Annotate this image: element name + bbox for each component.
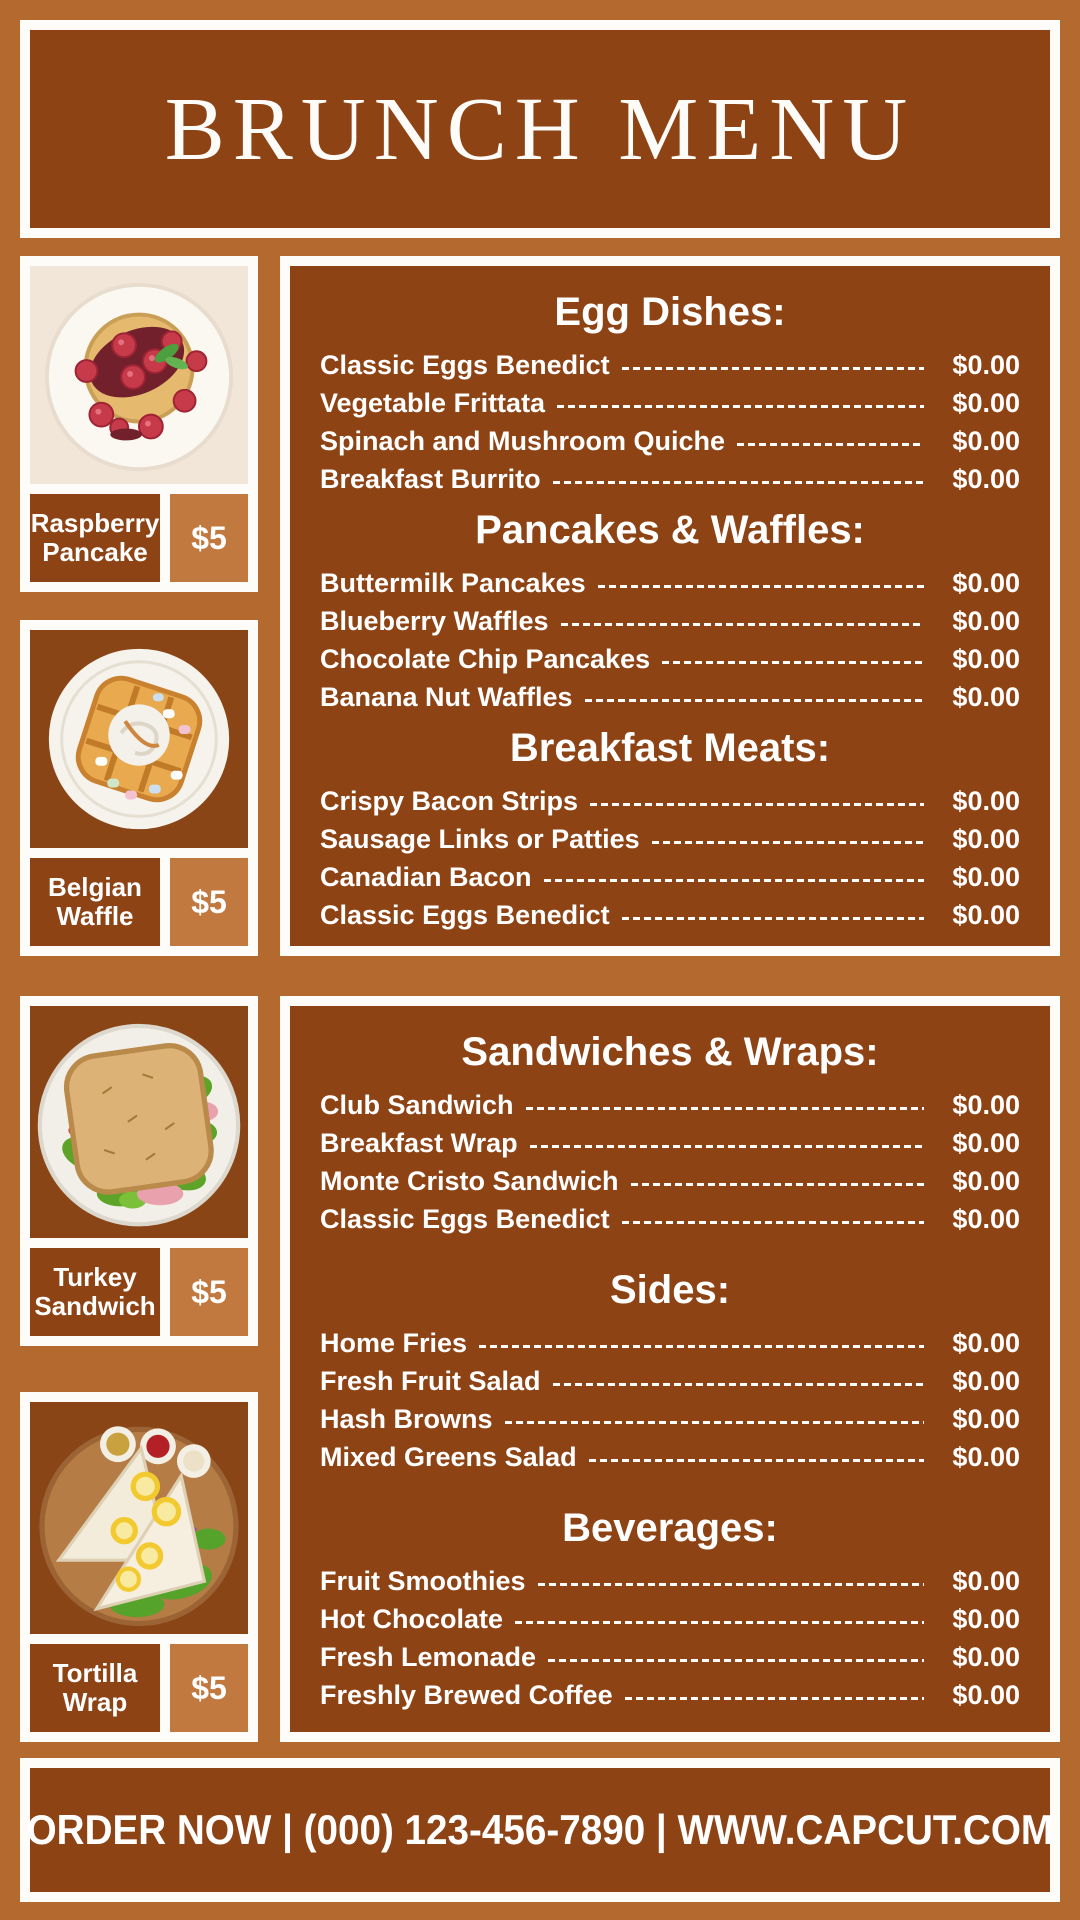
card-price: $5 bbox=[170, 494, 248, 582]
menu-item-price: $0.00 bbox=[952, 785, 1020, 816]
menu-item-price: $0.00 bbox=[952, 861, 1020, 892]
menu-item bbox=[320, 346, 1020, 384]
menu-section-heading: Sandwiches & Wraps: bbox=[461, 1030, 879, 1074]
menu-section-sandwiches-wraps- bbox=[320, 1020, 1020, 1238]
menu-item bbox=[320, 1676, 1020, 1714]
dotted-leader bbox=[557, 405, 924, 408]
tortilla-wrap-photo bbox=[30, 1402, 248, 1634]
dotted-leader bbox=[589, 1459, 924, 1462]
menu-item bbox=[320, 460, 1020, 498]
menu-item-price: $0.00 bbox=[952, 463, 1020, 494]
menu-section-egg-dishes- bbox=[320, 280, 1020, 498]
dotted-leader bbox=[622, 367, 924, 370]
featured-cards-top bbox=[20, 256, 258, 956]
menu-item-label: Fruit Smoothies bbox=[320, 1565, 526, 1596]
dotted-leader bbox=[737, 443, 924, 446]
menu-item-label: Vegetable Frittata bbox=[320, 387, 546, 418]
menu-item-label: Hash Browns bbox=[320, 1403, 493, 1434]
menu-item-price: $0.00 bbox=[952, 1089, 1020, 1120]
menu-item-label: Hot Chocolate bbox=[320, 1603, 504, 1634]
menu-section-heading: Breakfast Meats: bbox=[509, 726, 831, 770]
menu-section-items bbox=[320, 346, 1020, 498]
page-title: BRUNCH MENU bbox=[164, 79, 916, 179]
menu-item-price: $0.00 bbox=[952, 1365, 1020, 1396]
menu-item bbox=[320, 1600, 1020, 1638]
dotted-leader bbox=[662, 661, 924, 664]
dotted-leader bbox=[585, 699, 924, 702]
menu-item bbox=[320, 678, 1020, 716]
featured-card-belgian-waffle bbox=[20, 620, 258, 956]
menu-item-label: Crispy Bacon Strips bbox=[320, 785, 579, 816]
menu-row-top bbox=[20, 256, 1060, 956]
menu-item-label: Banana Nut Waffles bbox=[320, 681, 573, 712]
dotted-leader bbox=[526, 1107, 924, 1110]
menu-item bbox=[320, 1562, 1020, 1600]
menu-item bbox=[320, 384, 1020, 422]
menu-item-label: Canadian Bacon bbox=[320, 861, 532, 892]
menu-item-label: Chocolate Chip Pancakes bbox=[320, 643, 651, 674]
menu-item-label: Breakfast Wrap bbox=[320, 1127, 518, 1158]
card-label-row bbox=[30, 1644, 248, 1732]
menu-item bbox=[320, 1324, 1020, 1362]
menu-item bbox=[320, 1638, 1020, 1676]
footer bbox=[20, 1758, 1060, 1902]
menu-section-items bbox=[320, 1562, 1020, 1714]
card-photo bbox=[30, 630, 248, 848]
menu-item bbox=[320, 782, 1020, 820]
dotted-leader bbox=[652, 841, 924, 844]
menu-item-price: $0.00 bbox=[952, 681, 1020, 712]
dotted-leader bbox=[548, 1659, 924, 1662]
featured-cards-bottom bbox=[20, 996, 258, 1742]
footer-contact: ORDER NOW | (000) 123-456-7890 | WWW.CAPCUT.COM bbox=[26, 1806, 1054, 1853]
dotted-leader bbox=[479, 1345, 924, 1348]
card-photo bbox=[30, 1402, 248, 1634]
menu-item bbox=[320, 1086, 1020, 1124]
card-label-row bbox=[30, 1248, 248, 1336]
menu-item-label: Buttermilk Pancakes bbox=[320, 567, 586, 598]
menu-section-beverages- bbox=[320, 1496, 1020, 1714]
menu-item-price: $0.00 bbox=[952, 425, 1020, 456]
menu-item-price: $0.00 bbox=[952, 349, 1020, 380]
dotted-leader bbox=[631, 1183, 924, 1186]
menu-section-heading: Pancakes & Waffles: bbox=[475, 508, 865, 552]
menu-item bbox=[320, 422, 1020, 460]
menu-item-label: Classic Eggs Benedict bbox=[320, 349, 610, 380]
menu-section-items bbox=[320, 564, 1020, 716]
menu-item bbox=[320, 640, 1020, 678]
card-name: Belgian Waffle bbox=[30, 858, 160, 946]
menu-item-label: Sausage Links or Patties bbox=[320, 823, 640, 854]
menu-item-price: $0.00 bbox=[952, 1203, 1020, 1234]
menu-section-items bbox=[320, 782, 1020, 934]
dotted-leader bbox=[530, 1145, 924, 1148]
menu-item bbox=[320, 1124, 1020, 1162]
dotted-leader bbox=[590, 803, 924, 806]
menu-item-label: Club Sandwich bbox=[320, 1089, 514, 1120]
menu-item-label: Mixed Greens Salad bbox=[320, 1441, 577, 1472]
menu-item bbox=[320, 1362, 1020, 1400]
dotted-leader bbox=[505, 1421, 924, 1424]
menu-item bbox=[320, 1200, 1020, 1238]
card-name: Tortilla Wrap bbox=[30, 1644, 160, 1732]
card-photo bbox=[30, 1006, 248, 1238]
card-name: Raspberry Pancake bbox=[30, 494, 160, 582]
menu-item bbox=[320, 1438, 1020, 1476]
menu-item bbox=[320, 896, 1020, 934]
card-price: $5 bbox=[170, 1644, 248, 1732]
dotted-leader bbox=[515, 1621, 924, 1624]
menu-item-price: $0.00 bbox=[952, 1679, 1020, 1710]
menu-panel-lunch bbox=[280, 996, 1060, 1742]
card-photo bbox=[30, 266, 248, 484]
menu-row-bottom bbox=[20, 996, 1060, 1742]
menu-item-label: Blueberry Waffles bbox=[320, 605, 549, 636]
header bbox=[20, 20, 1060, 238]
menu-item-price: $0.00 bbox=[952, 1441, 1020, 1472]
card-price: $5 bbox=[170, 858, 248, 946]
card-label-row bbox=[30, 494, 248, 582]
menu-item-price: $0.00 bbox=[952, 1165, 1020, 1196]
dotted-leader bbox=[622, 917, 924, 920]
menu-item-price: $0.00 bbox=[952, 1403, 1020, 1434]
dotted-leader bbox=[598, 585, 924, 588]
menu-item bbox=[320, 564, 1020, 602]
menu-section-pancakes-waffles- bbox=[320, 498, 1020, 716]
menu-item-price: $0.00 bbox=[952, 567, 1020, 598]
menu-item-price: $0.00 bbox=[952, 823, 1020, 854]
menu-section-items bbox=[320, 1086, 1020, 1238]
menu-section-items bbox=[320, 1324, 1020, 1476]
dotted-leader bbox=[625, 1697, 924, 1700]
belgian-waffle-photo bbox=[30, 630, 248, 848]
menu-section-heading: Egg Dishes: bbox=[554, 290, 786, 334]
menu-item-label: Spinach and Mushroom Quiche bbox=[320, 425, 726, 456]
turkey-sandwich-photo bbox=[30, 1006, 248, 1238]
featured-card-turkey-sandwich bbox=[20, 996, 258, 1346]
menu-item-price: $0.00 bbox=[952, 387, 1020, 418]
card-label-row bbox=[30, 858, 248, 946]
menu-item-label: Breakfast Burrito bbox=[320, 463, 541, 494]
dotted-leader bbox=[561, 623, 924, 626]
menu-item bbox=[320, 858, 1020, 896]
menu-item bbox=[320, 602, 1020, 640]
dotted-leader bbox=[538, 1583, 924, 1586]
dotted-leader bbox=[553, 481, 924, 484]
card-price: $5 bbox=[170, 1248, 248, 1336]
menu-panel-breakfast bbox=[280, 256, 1060, 956]
menu-item bbox=[320, 1400, 1020, 1438]
menu-item bbox=[320, 820, 1020, 858]
menu-section-heading: Sides: bbox=[609, 1268, 731, 1312]
menu-item-label: Fresh Fruit Salad bbox=[320, 1365, 541, 1396]
menu-item-price: $0.00 bbox=[952, 605, 1020, 636]
featured-card-tortilla-wrap bbox=[20, 1392, 258, 1742]
menu-item-label: Monte Cristo Sandwich bbox=[320, 1165, 619, 1196]
card-name: Turkey Sandwich bbox=[30, 1248, 160, 1336]
menu-item-label: Classic Eggs Benedict bbox=[320, 899, 610, 930]
menu-item-label: Home Fries bbox=[320, 1327, 468, 1358]
menu-item-price: $0.00 bbox=[952, 1127, 1020, 1158]
menu-item-price: $0.00 bbox=[952, 1603, 1020, 1634]
menu-item-price: $0.00 bbox=[952, 1327, 1020, 1358]
menu-item bbox=[320, 1162, 1020, 1200]
menu-item-price: $0.00 bbox=[952, 1565, 1020, 1596]
dotted-leader bbox=[544, 879, 924, 882]
menu-section-sides- bbox=[320, 1258, 1020, 1476]
raspberry-pancake-photo bbox=[30, 266, 248, 484]
menu-item-label: Fresh Lemonade bbox=[320, 1641, 537, 1672]
menu-item-label: Freshly Brewed Coffee bbox=[320, 1679, 613, 1710]
menu-item-price: $0.00 bbox=[952, 1641, 1020, 1672]
dotted-leader bbox=[622, 1221, 924, 1224]
menu-item-price: $0.00 bbox=[952, 643, 1020, 674]
menu-section-breakfast-meats- bbox=[320, 716, 1020, 934]
featured-card-raspberry-pancake bbox=[20, 256, 258, 592]
menu-item-price: $0.00 bbox=[952, 899, 1020, 930]
dotted-leader bbox=[553, 1383, 924, 1386]
menu-item-label: Classic Eggs Benedict bbox=[320, 1203, 610, 1234]
menu-section-heading: Beverages: bbox=[562, 1506, 778, 1550]
